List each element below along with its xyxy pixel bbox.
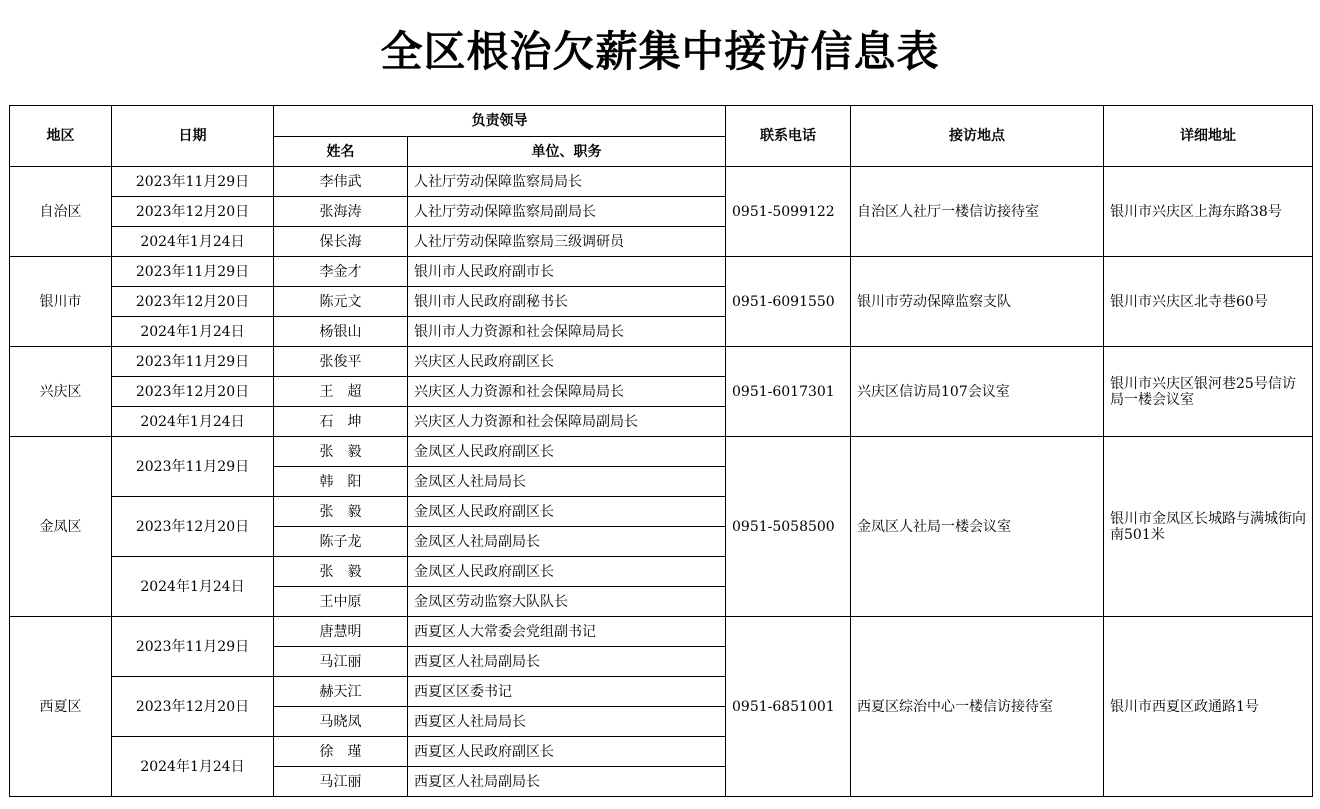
region-cell: 金凤区	[10, 437, 112, 617]
date-cell: 2023年11月29日	[112, 437, 274, 497]
leader-position: 兴庆区人力资源和社会保障局局长	[408, 377, 726, 407]
leader-position: 金凤区人社局副局长	[408, 527, 726, 557]
header-name: 姓名	[274, 137, 408, 167]
leader-position: 西夏区人大常委会党组副书记	[408, 617, 726, 647]
leader-name: 张海涛	[274, 197, 408, 227]
address-cell: 银川市兴庆区银河巷25号信访局一楼会议室	[1104, 347, 1313, 437]
location-cell: 金凤区人社局一楼会议室	[851, 437, 1104, 617]
leader-position: 金凤区人民政府副区长	[408, 437, 726, 467]
location-cell: 银川市劳动保障监察支队	[851, 257, 1104, 347]
leader-position: 金凤区人民政府副区长	[408, 557, 726, 587]
date-cell: 2024年1月24日	[112, 737, 274, 797]
leader-position: 人社厅劳动保障监察局三级调研员	[408, 227, 726, 257]
date-cell: 2023年12月20日	[112, 377, 274, 407]
leader-name: 韩 阳	[274, 467, 408, 497]
leader-name: 保长海	[274, 227, 408, 257]
phone-cell: 0951-5058500	[726, 437, 851, 617]
leader-name: 张 毅	[274, 437, 408, 467]
date-cell: 2023年11月29日	[112, 167, 274, 197]
leader-name: 李金才	[274, 257, 408, 287]
region-cell: 兴庆区	[10, 347, 112, 437]
leader-name: 唐慧明	[274, 617, 408, 647]
leader-position: 银川市人力资源和社会保障局局长	[408, 317, 726, 347]
date-cell: 2023年12月20日	[112, 197, 274, 227]
header-unit-position: 单位、职务	[408, 137, 726, 167]
date-cell: 2023年11月29日	[112, 347, 274, 377]
leader-position: 西夏区区委书记	[408, 677, 726, 707]
address-cell: 银川市金凤区长城路与满城街向南501米	[1104, 437, 1313, 617]
phone-cell: 0951-6851001	[726, 617, 851, 797]
leader-name: 陈子龙	[274, 527, 408, 557]
date-cell: 2023年12月20日	[112, 497, 274, 557]
phone-cell: 0951-6017301	[726, 347, 851, 437]
leader-name: 陈元文	[274, 287, 408, 317]
page-title: 全区根治欠薪集中接访信息表	[380, 27, 940, 76]
info-table	[9, 105, 1313, 797]
location-cell: 西夏区综治中心一楼信访接待室	[851, 617, 1104, 797]
header-address: 详细地址	[1104, 106, 1313, 167]
leader-position: 西夏区人社局副局长	[408, 647, 726, 677]
table-row	[10, 617, 1313, 647]
leader-name: 王中原	[274, 587, 408, 617]
leader-name: 张 毅	[274, 557, 408, 587]
leader-position: 银川市人民政府副市长	[408, 257, 726, 287]
region-cell: 自治区	[10, 167, 112, 257]
leader-position: 金凤区劳动监察大队队长	[408, 587, 726, 617]
header-location: 接访地点	[851, 106, 1104, 167]
phone-cell: 0951-5099122	[726, 167, 851, 257]
leader-name: 张 毅	[274, 497, 408, 527]
date-cell: 2023年12月20日	[112, 677, 274, 737]
region-cell: 西夏区	[10, 617, 112, 797]
table-row	[10, 167, 1313, 197]
table-row	[10, 347, 1313, 377]
leader-name: 张俊平	[274, 347, 408, 377]
date-cell: 2024年1月24日	[112, 227, 274, 257]
date-cell: 2024年1月24日	[112, 317, 274, 347]
header-leader-group: 负责领导	[274, 106, 726, 137]
date-cell: 2023年11月29日	[112, 257, 274, 287]
date-cell: 2024年1月24日	[112, 557, 274, 617]
leader-name: 王 超	[274, 377, 408, 407]
address-cell: 银川市兴庆区北寺巷60号	[1104, 257, 1313, 347]
leader-position: 人社厅劳动保障监察局副局长	[408, 197, 726, 227]
header-phone: 联系电话	[726, 106, 851, 167]
region-cell: 银川市	[10, 257, 112, 347]
location-cell: 兴庆区信访局107会议室	[851, 347, 1104, 437]
leader-position: 银川市人民政府副秘书长	[408, 287, 726, 317]
date-cell: 2023年11月29日	[112, 617, 274, 677]
leader-name: 马江丽	[274, 767, 408, 797]
leader-position: 西夏区人社局副局长	[408, 767, 726, 797]
leader-name: 石 坤	[274, 407, 408, 437]
leader-name: 马晓凤	[274, 707, 408, 737]
address-cell: 银川市西夏区政通路1号	[1104, 617, 1313, 797]
leader-position: 金凤区人民政府副区长	[408, 497, 726, 527]
address-cell: 银川市兴庆区上海东路38号	[1104, 167, 1313, 257]
table-row	[10, 257, 1313, 287]
leader-position: 金凤区人社局局长	[408, 467, 726, 497]
header-date: 日期	[112, 106, 274, 167]
phone-cell: 0951-6091550	[726, 257, 851, 347]
location-cell: 自治区人社厅一楼信访接待室	[851, 167, 1104, 257]
leader-position: 人社厅劳动保障监察局局长	[408, 167, 726, 197]
leader-position: 西夏区人民政府副区长	[408, 737, 726, 767]
table-row	[10, 437, 1313, 467]
leader-name: 赫天江	[274, 677, 408, 707]
date-cell: 2023年12月20日	[112, 287, 274, 317]
leader-name: 李伟武	[274, 167, 408, 197]
leader-position: 兴庆区人力资源和社会保障局副局长	[408, 407, 726, 437]
date-cell: 2024年1月24日	[112, 407, 274, 437]
header-region: 地区	[10, 106, 112, 167]
leader-position: 西夏区人社局局长	[408, 707, 726, 737]
leader-name: 马江丽	[274, 647, 408, 677]
leader-position: 兴庆区人民政府副区长	[408, 347, 726, 377]
leader-name: 徐 瑾	[274, 737, 408, 767]
leader-name: 杨银山	[274, 317, 408, 347]
